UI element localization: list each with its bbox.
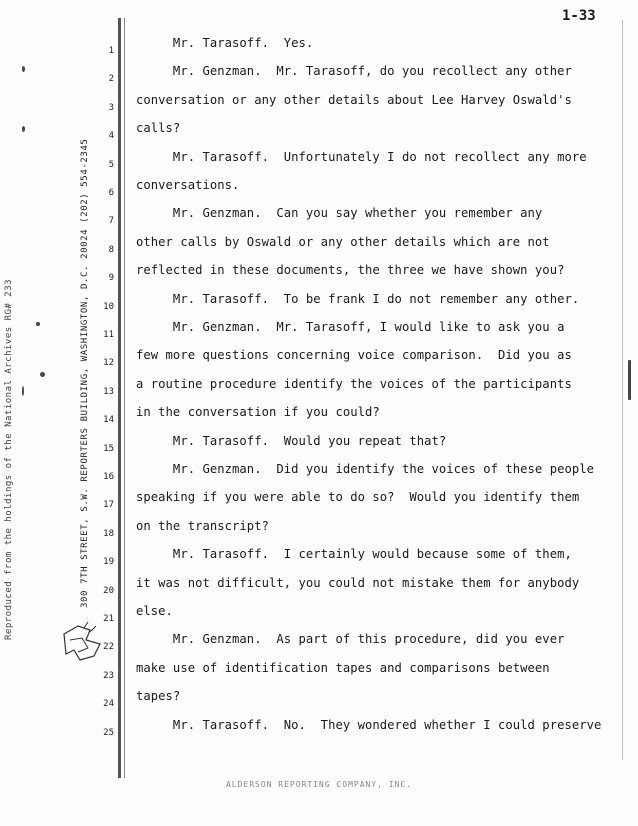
line-number: 9 — [108, 273, 114, 284]
transcript-line: a routine procedure identify the voices of the participants — [136, 376, 572, 391]
transcript-line: Mr. Genzman. Did you identify the voices of these people — [136, 462, 595, 476]
line-number: 19 — [103, 557, 114, 568]
line-number: 5 — [108, 159, 114, 170]
transcript-line: tapes? — [136, 689, 181, 704]
line-number: 6 — [108, 188, 114, 198]
transcript-line: Mr. Genzman. Can you say whether you remember any — [136, 206, 543, 221]
line-number: 3 — [108, 102, 114, 113]
line-number: 7 — [108, 216, 114, 227]
transcript-line: else. — [136, 604, 173, 618]
margin-rule — [118, 18, 121, 778]
archive-notice: Reproduced from the holdings of the National Archives RG# 233 — [4, 278, 14, 640]
line-number: 23 — [103, 670, 114, 681]
line-number: 16 — [103, 472, 114, 482]
transcript-line: in the conversation if you could? — [136, 405, 380, 420]
line-number: 21 — [103, 614, 114, 624]
transcript-line: Mr. Tarasoff. Yes. — [136, 36, 314, 50]
speck-mark — [22, 66, 25, 72]
right-margin-rule — [622, 20, 623, 760]
transcript-line: Mr. Tarasoff. I certainly would because some of them, — [136, 547, 572, 562]
line-number: 12 — [103, 358, 114, 369]
margin-rule-inner — [124, 18, 125, 778]
transcript-line: Mr. Genzman. Mr. Tarasoff, I would like to ask you a — [136, 320, 565, 334]
transcript-line: Mr. Tarasoff. No. They wondered whether I could preserve — [136, 717, 602, 732]
transcript-line: conversations. — [136, 178, 240, 192]
line-number: 18 — [103, 528, 114, 539]
speck-mark — [22, 126, 25, 132]
line-number: 11 — [103, 330, 114, 340]
transcript-line: speaking if you were able to do so? Would you identify them — [136, 490, 580, 505]
transcript-line: few more questions concerning voice comparison. Did you as — [136, 348, 572, 363]
line-number: 17 — [103, 500, 114, 511]
transcript-line: Mr. Genzman. As part of this procedure, did you ever — [136, 632, 565, 647]
transcript-line: Mr. Tarasoff. To be frank I do not remember any other. — [136, 291, 580, 306]
transcript-line: calls? — [136, 121, 181, 136]
speck-mark — [40, 372, 45, 377]
transcript-line: Mr. Tarasoff. Unfortunately I do not recollect any more — [136, 149, 587, 164]
stamp-mark-icon — [60, 620, 110, 666]
transcript-line: on the transcript? — [136, 518, 269, 533]
line-number: 24 — [103, 699, 114, 710]
reporter-address: 300 7TH STREET, S.W. REPORTERS BUILDING, WASHINGTON, D.C. 20024 (202) 554-2345 — [80, 138, 90, 608]
line-number: 22 — [103, 642, 114, 653]
line-number: 25 — [103, 727, 114, 738]
transcript-line: other calls by Oswald or any other details which are not — [136, 234, 550, 249]
line-number: 2 — [108, 74, 114, 85]
footer-company: ALDERSON REPORTING COMPANY, INC. — [225, 780, 413, 789]
transcript-line: Mr. Tarasoff. Would you repeat that? — [136, 433, 447, 448]
line-number: 4 — [108, 131, 114, 142]
line-number: 20 — [103, 585, 114, 596]
speck-mark — [36, 322, 40, 326]
transcript-line: reflected in these documents, the three we have shown you? — [136, 263, 565, 278]
page-number: 1-33 — [562, 8, 596, 24]
speck-mark — [628, 360, 631, 400]
line-number: 13 — [103, 386, 114, 397]
line-number: 15 — [103, 443, 114, 454]
line-number: 1 — [108, 46, 114, 56]
transcript-line: Mr. Genzman. Mr. Tarasoff, do you recollect any other — [136, 64, 572, 79]
line-number: 8 — [108, 244, 114, 255]
transcript-line: make use of identification tapes and comparisons between — [136, 660, 550, 675]
transcript-line: it was not difficult, you could not mistake them for anybody — [136, 575, 580, 590]
transcript-line: conversation or any other details about Lee Harvey Oswald's — [136, 92, 572, 107]
line-number: 10 — [103, 301, 114, 312]
speck-mark — [22, 386, 24, 396]
line-number: 14 — [103, 415, 114, 426]
